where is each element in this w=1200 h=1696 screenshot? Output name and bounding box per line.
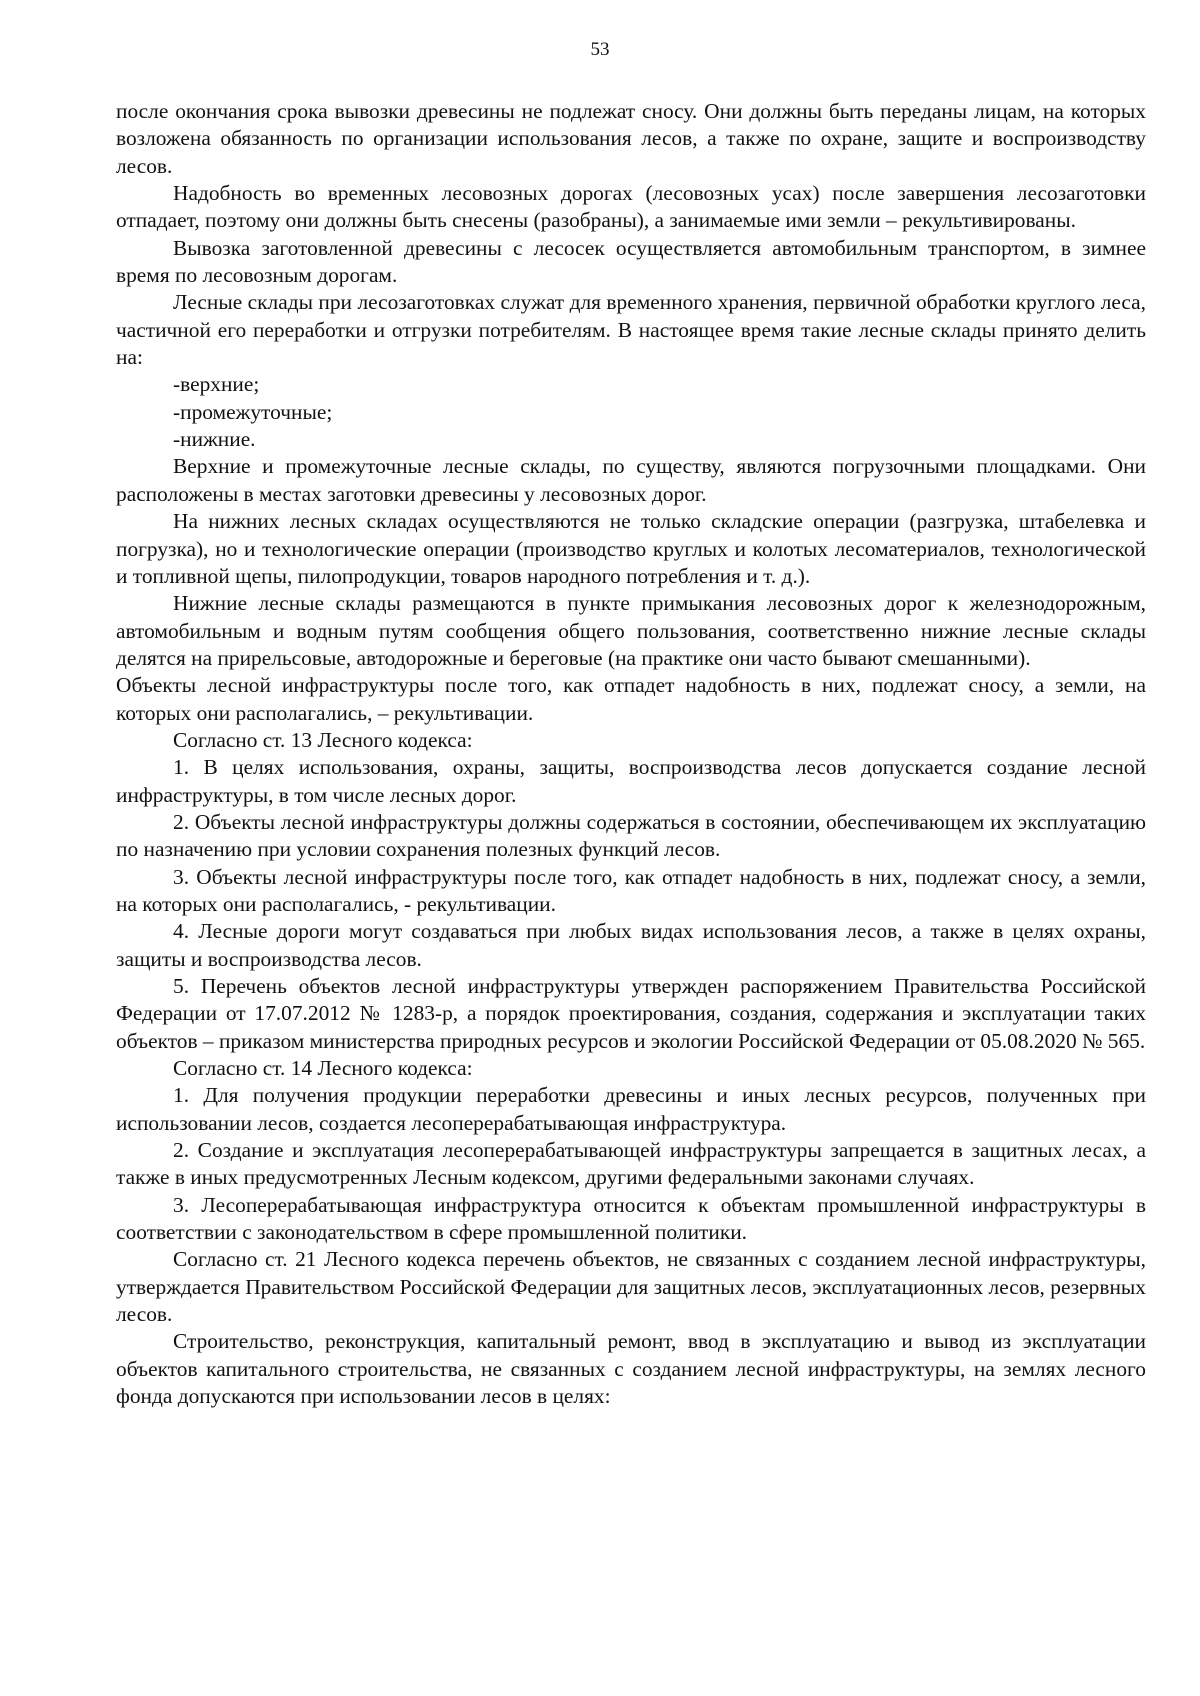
paragraph-infrastructure-objects: Объекты лесной инфраструктуры после того, как отпадет надобность в них, подлежат сносу, а земли, на которых они располагались, – рекультивации. (116, 673, 1146, 725)
article-13-item-1: 1. В целях использования, охраны, защиты, воспроизводства лесов допускается создание лесной инфраструктуры, в том числе лесных дорог. (116, 755, 1146, 807)
paragraph-temporary-roads: Надобность во временных лесовозных дорогах (лесовозных усах) после завершения лесозаготовки отпадает, поэтому они должны быть снесены (разобраны), а занимаемые ими земли – рекультивированы. (116, 181, 1146, 233)
paragraph-upper-warehouses: Верхние и промежуточные лесные склады, по существу, являются погрузочными площадками. Они расположены в местах заготовки древесины у лесовозных дорог. (116, 454, 1146, 506)
paragraph-lower-warehouses-location: Нижние лесные склады размещаются в пункте примыкания лесовозных дорог к железнодорожным, автомобильным и водным путям сообщения общего пользования, соответственно нижние лесные склады делятся на прирельсовые, автодорожные и береговые (на практике они часто бывают смешанными). (116, 591, 1146, 670)
list-item-upper: -верхние; (173, 372, 260, 397)
article-13-item-2: 2. Объекты лесной инфраструктуры должны содержаться в состоянии, обеспечивающем их эксплуатацию по назначению при условии сохранения полезных функций лесов. (116, 809, 1146, 862)
article-14-item-1: 1. Для получения продукции переработки древесины и иных лесных ресурсов, полученных при использовании лесов, создается лесоперерабатывающая инфраструктура. (116, 1083, 1146, 1135)
paragraph-timber-hauling: Вывозка заготовленной древесины с лесосек осуществляется автомобильным транспортом, в зимнее время по лесовозным дорогам. (116, 235, 1146, 288)
article-13-item-3: 3. Объекты лесной инфраструктуры после того, как отпадет надобность в них, подлежат сносу, а земли, на которых они располагались, - рекультивации. (116, 864, 1146, 916)
paragraph-continuation: после окончания срока вывозки древесины не подлежат сносу. Они должны быть переданы лицам, на которых возложена обязанность по организации использования лесов, а также по охране, защите и воспроизводству лесов. (116, 99, 1146, 178)
article-14-item-2: 2. Создание и эксплуатация лесоперерабатывающей инфраструктуры запрещается в защитных лесах, а также в иных предусмотренных Лесным кодексом, другими федеральными законами случаях. (116, 1138, 1146, 1190)
paragraph-article-14-heading: Согласно ст. 14 Лесного кодекса: (173, 1056, 473, 1081)
article-13-item-5: 5. Перечень объектов лесной инфраструктуры утвержден распоряжением Правительства Российской Федерации от 17.07.2012 № 1283-р, а порядок проектирования, создания, содержания и эксплуатации таких объектов – приказом министерства природных ресурсов и экологии Российской Федерации от 05.08.2020 № 565. (116, 974, 1146, 1053)
document-body (116, 98, 1146, 1411)
list-item-lower: -нижние. (173, 427, 256, 452)
paragraph-forest-warehouses: Лесные склады при лесозаготовках служат для временного хранения, первичной обработки круглого леса, частичной его переработки и отгрузки потребителям. В настоящее время такие лесные склады принято делить на: (116, 290, 1146, 370)
paragraph-article-21: Согласно ст. 21 Лесного кодекса перечень объектов, не связанных с созданием лесной инфраструктуры, утверждается Правительством Российской Федерации для защитных лесов, эксплуатационных лесов, резервных лесов. (116, 1247, 1146, 1327)
article-13-item-4: 4. Лесные дороги могут создаваться при любых видах использования лесов, а также в целях охраны, защиты и воспроизводства лесов. (116, 919, 1146, 971)
article-14-item-3: 3. Лесоперерабатывающая инфраструктура относится к объектам промышленной инфраструктуры в соответствии с законодательством в сфере промышленной политики. (116, 1192, 1146, 1245)
paragraph-lower-warehouses-operations: На нижних лесных складах осуществляются не только складские операции (разгрузка, штабелевка и погрузка), но и технологические операции (производство круглых и колотых лесоматериалов, технологической и топливной щепы, пилопродукции, товаров народного потребления и т. д.). (116, 509, 1146, 588)
paragraph-article-13-heading: Согласно ст. 13 Лесного кодекса: (173, 727, 473, 752)
list-item-intermediate: -промежуточные; (173, 399, 333, 424)
paragraph-construction: Строительство, реконструкция, капитальный ремонт, ввод в эксплуатацию и вывод из эксплуатации объектов капитального строительства, не связанных с созданием лесной инфраструктуры, на землях лесного фонда допускаются при использовании лесов в целях: (116, 1329, 1146, 1409)
page-number: 53 (590, 39, 610, 60)
